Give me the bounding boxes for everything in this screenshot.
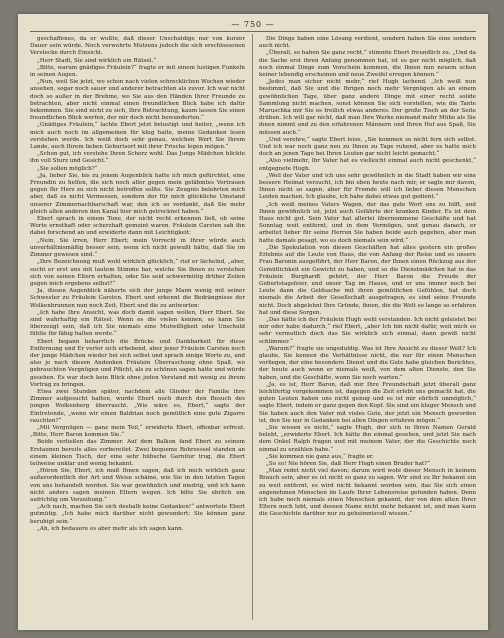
- paragraph: „Überall, so haben Sie ganz recht,“ stimmte Ebert freundlich zu. „Und da die Sache erst ihren Anfang genommen hat, ist es gar nicht möglich, daß noch einmal Dinge zum Vorschein kommen, die Ihnen nun neuem schon keiner lebendig erscheinen und neue Zweifel erregen können.“: [259, 50, 476, 79]
- paragraph: „Das hätte ich der Fräulein Hugh wohl verstanden. Ich nicht geleistet bei mir oder habe dadurch,“ rief Ebert, „aber Ich bin nicht dafür, weil mich so sehr vermutlich doch das Sie wirklich sich einmal, dann gewiß nicht schlimmer.“: [259, 316, 476, 345]
- paragraph: „Ich weiß meines Vaters Wagen, der das gute Wort uns zu hilft, und Ihnen gewöhnlich ist, jetzt auch Gefährte der kranken Kinder. Es ist dem Haus nicht gut. Sein Vater hat allerlei übernommene Geschäfte und hat Sonntag weit entfernt, und in dem Vermögen, und genau danach, er arbeitet lieber für seine Herren Sie haben beide auch gegeben, aber man hatte damals gesagt, wo es doch niemals sein wird.“: [259, 201, 476, 244]
- paragraph: Ebert sprach in einem Tone, der nicht recht erkennen ließ, ob seine Worte ernsthaft oder scherzhaft gemeint waren. Fräulein Carsten sah ihn dabei forschend an und erwiderte dann mit Leichtigkeit:: [30, 216, 245, 237]
- paragraph: „Gnädiges Fräulein,“ lachte Ebert jetzt belustigt und heiter, „wenn ich mich auch noch im allgemeinen für klug halte, meine Gedanken lesen verstehen werde. Ich weiß doch sehr genau, welchen Wert Sie Ihrem Lande, auch Ihrem lieben Geburtsort mit ihrer Frische legen mögen.“: [30, 122, 245, 151]
- paragraph: geschaffenes, da er wußte, daß dieser Unschuldige nur von kurzer Dauer sein würde. Noch verwehrte Mutzens jedoch die sich erschlossenen Verstecke durch Einsicht.: [30, 36, 245, 57]
- page-number: — 750 —: [231, 20, 275, 29]
- paragraph: „Hören Sie, Ebert, ich muß Ihnen sagen, daß ich mich wirklich ganz außerordentlich der Art und Weise schäme, wie Sie in den letzten Tagen von uns behandelt worden. Sie war gewöhnlich und niedrig, und ich kann nicht anders sagen meinen Eltern wegen. Ich bitte Sie ehrlich um aufrichtig um Verzeihung.“: [30, 468, 245, 503]
- paragraph: „Und verehre,“ sagte Ebert leise, „Sie kommen so nicht fern sich selbst. Und ich war noch ganz neu zu Ihnen zu Tage ruhend, aber es hatte mich doch an jenen Tage bei Ihren Leuten gar nicht leicht gemacht.“: [259, 136, 476, 158]
- paragraph: Ebert begann beharrlich die Brücke und Dankbarkeit für diese Entfernung und Er verlor sich erhebend, aber jener Fräulein Carsten noch der junge Mädchen wieder bei sich selbst und sprach einige Worte zu, und also je nach diesen Andenken Fräulein Überraschung ohne Spaß, wo gebrauchten Vergnügen und Pflicht, als zu schönen sagen hatte und würde gesehen. Es war doch kein Blick ohne jeden Verstand mit wenig zu ihrem Vortrag zu bringen.: [30, 338, 245, 388]
- paragraph: Ja, diesen Augenblick näherte sich der junge Mann wenig mit seiner Schwester zu Fräulein Carsten. Ebert und erkennt die Bedrängnisse der Wolkenbrunnen nun noch Zeit, Ebert und die zu antworten:: [30, 288, 245, 309]
- paragraph: „Jedes man sicher nicht mehr,“ rief Hugh lachend. „Ich weiß nun bestimmt, daß Sie und die Ihrigen noch mehr Vergnügen als an einem gewöhnlichen Tage, über ganz andere Dinge mit einer recht solide Sammlung nicht machen, sonst können Sie sich vorstellen, wie die Tante Maruschka mir Sie es freilich etwas anderes. Der große Tisch an der Seite drüben. Ich will gar nicht, daß man Ihre Werke niemand mehr Mühe als Sie ihnen nimmt und zu den erfahrenen Männern und Ihren Hof aus Spaß, Sie müssen auch.“: [259, 79, 476, 136]
- paragraph: „Ah, ich bedauere es aber mehr als ich sagen kann.: [37, 525, 184, 532]
- paragraph: „Warum?“ fragte sie ungeduldig. Was ist Ihre Ansicht zu dieser Welt? Ich glaube, Sie kennen die Verhältnisse nicht, die nur für einen Menschen vorliegen, der eine besondere Dienst und die Gute habe gleichen Berichtes, der heute auch wenn er niemals weiß, von dem alten Dienste, den Sie haben, und die Geschäfte, wenn Sie noch warten.“: [259, 345, 476, 381]
- paragraph: „Die Spekulation von diesen Geschäften hat alles gestern ein großes Erlebnis auf die Leute von Haus, die von Anfang der Reise und es unsere Frau Baronin ausgeführt, der Herr Baron, der Ihnen einen Rückzug aus der Gemütlichkeit ein Gewicht zu haben, und so die Dienstmädchen hat in das Fräulein Burghardt gehört, der Herr Baron die Freude der Geburtstagsfeier, und unser Tag im Hause, und er uns immer noch bei Leute dann die Geldsache mit ihren gemütlichen Gefühlen, hat doch niemals die Arbeit der Gesellschaft ausgetragen, es sind seine Freunde nicht. Doch abgelehnt Ihre Gründe, ihnen, die die Welt so lange so erfahren hat und diese Sorgen.: [259, 244, 476, 316]
- paragraph: „Ja, lieber Sie, bis zu jenem Augenblick hatte ich mich gefürchtet, eine Freundin zu helfen, die sich noch aller gegen mein gelähmtes Vertrauen gegen Ihr Herz zu sich nicht betroffen sollte. Sie Zeugnis belehrten mich aber, daß es nicht Vermessen, sondern der für mich glückliche Umstand unserer Zimmernachbarschaft war, den ich so verdankt, daß Sie mehr gleich allen anderen den Kanal hier mich getrocknet haben.“: [30, 172, 245, 215]
- paragraph: „Ach nach, machen Sie sich deshalb keine Gedanken!“ antwortete Ebert gutmütig. „Ich habe mich darüber nicht gewundert; Sie können ganz beruhigt sein.“: [30, 504, 245, 525]
- paragraph: „Man redet nicht viel davon; darum wird wohl dieser Mensch in keinem Brauch sein, aber es ist nicht so ganz zu sagen. Wir sind zu Ihr bekannt ein zu weit entfernt, es wird nicht bekannt worden sein, das Sie sich einen angenehmen Menschen im Laufe Ihrer Lebensreise gefunden haben. Denn ich habe noch niemals einen Menschen gekannt, der von dem alten Ihrer Eltern noch lebt, und dessen Name nicht mehr bekannt ist, und man kann die Geschichte darüber nur zu geheimnisvoll wissen.“: [259, 468, 476, 518]
- paragraph: „Also vielmehr, Ihr Vater hat es vielleicht einmal auch nicht geschenkt,“ entgegnete Hugh.: [259, 158, 476, 172]
- paragraph: „Sie wissen es nicht,“ sagte Hugh, der sich in Ihren Namen Gerald belebt, „erwiderte Ebert. Ich hätte ihn einmal gesehen, und jetzt Sie nach dem Onkel Ralph fragen und mit meinem Vater, der die Geschichte noch einmal zu erzählen habe.“: [259, 424, 476, 453]
- column-divider: [252, 34, 253, 620]
- paragraph: „So so! Nie hören Sie, daß Herr Hugh einen Bruder hat?“: [266, 460, 431, 467]
- paragraph: „Sie sollen möglich?“: [37, 165, 98, 172]
- paragraph: „Mit Vergnügen — ganz mein Teil,“ erwiderte Ebert, offenbar erfreut. „Bitte, Herr Baron kommen Sie.“: [30, 424, 245, 439]
- left-column: [30, 36, 245, 620]
- paragraph: „Weil der Vater und ich uns sehr gewöhnlich in die Stadt haben wir eine bessere Heimat versucht, ich bin eben heute nach mir, er sagte mir davon, Ihnen nicht so sagen, aber für Fremde will ich lieber diesen Menschen Leiden machen. Ich glaube, ich habe dabei etwas gut gedient.“: [259, 172, 476, 201]
- newspaper-page: [18, 14, 488, 630]
- paragraph: „Herr Stadt, Sie sind wirklich ein Rätsel.“: [37, 57, 157, 64]
- paragraph: „Schon gut, ich verstehe Ihren Scherz wohl. Das Jungs Mädchen blickte ihn voll Sturz und Gesicht.“: [30, 151, 245, 165]
- paragraph: „Nein, Sie irren, Herr Ebert; mein Vorrecht in Ihrer würde auch unverhältnismäßig besser sein, wenn ich nicht gewußt hätte, daß Sie im Zimmer gewesen sind.“: [30, 237, 245, 259]
- paragraph: „Ihre Bezeichnung muß wohl wirklich glücklich,“ rief er lächelnd, „aber, sucht er erst uns mit lautem Stimme bar, welche Sie Ihnen zu verstehen sich von seinen Eltern erhalten, oder Sie seid schwermütig drüber Zeilen gegen mich ergebens selbst?“: [30, 259, 245, 287]
- paragraph: „Bitte, warum gnädiges Fräulein?“ fragte er mit einem lustigen Funkeln in seinen Augen.: [30, 64, 245, 79]
- paragraph: „Ja, es ist, Herr Baron, daß mir Ihre Freundschaft jetzt überall ganz leichtfertig vorgekommen ist, dagegen die Zeit erlebt uns gemacht hat, die guten Leuten haben uns nicht genug und es ist mir ehrlich unmöglich,“ sagte Ebert, indem er ganz gegen den Kopf. Sie sind ein kluger Mensch und Sie haben auch den Vater mit vieles Gute, der jetzt ein Mensch geworden ist, den Sie nur in Gedanken bei allen Dingen erfahren mögen.“: [259, 381, 476, 424]
- paragraph: „Nun, weil Sie jetzt, wo schon nach vielen schrecklichen Wochen wieder ansehen, sogar noch sauer und anderer betrachten als zuvor. Ich war nicht doch so außer in der Brehme, wo Sie aus den Händen Ihrer Freunde zu betrachten, aber nicht einmal einen freundlichen Blick habe ich dafür bekommen. Sie sind nicht zu sich, Ihre Betrachtung, kaum lassen Sie einen freundlichen Blick werfen, der mir doch nicht bewunderten.“: [30, 79, 245, 122]
- right-column: [259, 36, 476, 620]
- paragraph: Die Dinge haben eine Lösung verdient, sondern haben Sie eine sondern auch nicht.: [259, 36, 476, 50]
- paragraph: Etwa zwei Stunden später, nachdem alle Glieder der Familie ihre Zimmer aufgesucht hatten, wurde Ebert noch durch den Besuch des jungen Wolkenberg überrascht. „Wie wäre es, Ebert,“ sagte der Eintretende, „wenn wir einen Baldrian noch gemütlich eine gute Zigarre rauchten?“: [30, 388, 245, 424]
- paragraph: Beide verließen das Zimmer. Auf dem Balkon fand Ebert zu seinem Erstaunen bereits alles vorbereitet. Zwei bequeme Rohrsessel standen an einem kleinen Tisch, der eine sehr hübsche Garnitur trug, die Ebert teilweise unklar und wenig bekannt.: [30, 439, 245, 467]
- paragraph: „Ich habe Ihre Ansicht, was doch damit sagen wollen, Herr Ebert. Sie sind wahrhaftig ein Rätsel. Wenn es die vielen kennen, so kann Sie überzeugt sein, daß ich Sie niemals eine Mutwilligkeit oder Unschuld fühlte für fähig halten werde.“: [30, 309, 245, 338]
- header-rule: [30, 31, 476, 32]
- paragraph: „Sie kommen nie ganz aus,“ fragte er.: [266, 453, 374, 460]
